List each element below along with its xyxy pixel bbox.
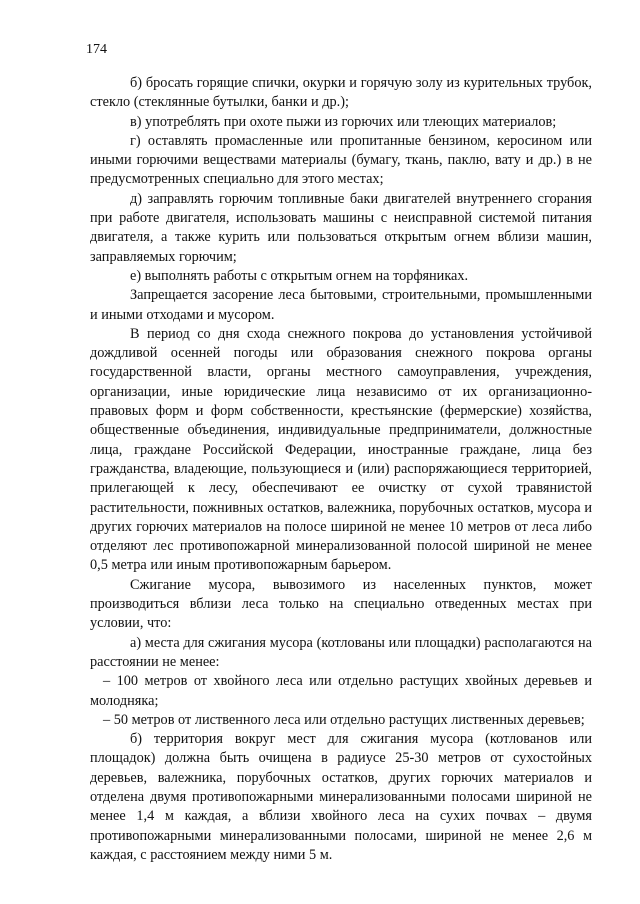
paragraph-item-g: г) оставлять промасленные или пропитанные бензином, керосином или иными горючими веществами материалы (бумагу, ткань, паклю, вату и др.) в не предусмотренных специально для этого местах;	[90, 132, 592, 188]
document-body	[90, 74, 592, 865]
paragraph-burning-sites-distance: а) места для сжигания мусора (котлованы или площадки) располагаются на расстоянии не менее:	[90, 634, 592, 670]
paragraph-burning-site-clearing: б) территория вокруг мест для сжигания мусора (котлованов или площадок) должна быть очищена в радиусе 25-30 метров от сухостойных деревьев, валежника, порубочных остатков, других горючих материалов и отделена двумя противопожарными минерализованными полосами шириной не менее 1,4 м каждая, а вблизи хвойного леса на сухих почвах – двумя противопожарными минерализованными полосами, шириной не менее 2,6 м каждая, с расстоянием между ними 5 м.	[90, 731, 592, 863]
list-item-coniferous-distance: – 100 метров от хвойного леса или отдельно растущих хвойных деревьев и молодняка;	[90, 673, 592, 709]
list-item-deciduous-distance: – 50 метров от лиственного леса или отдельно растущих лиственных деревьев;	[103, 711, 585, 728]
paragraph-waste-burning: Сжигание мусора, вывозимого из населенных пунктов, может производиться вблизи леса только на специально отведенных местах при условии, что:	[90, 576, 592, 632]
paragraph-snow-cover-period: В период со дня схода снежного покрова до установления устойчивой дождливой осенней погоды или образования снежного покрова органы государственной власти, органы местного самоуправления, учреждения, организации, иные юридические лица независимо от их организационно-правовых форм и форм собственности, крестьянские (фермерские) хозяйства, общественные объединения, индивидуальные предприниматели, должностные лица, граждане Российской Федерации, иностранные граждане, лица без гражданства, владеющие, пользующиеся и (или) распоряжающиеся территорией, прилегающей к лесу, обеспечивают ее очистку от сухой травянистой растительности, пожнивных остатков, валежника, порубочных остатков, мусора и других горючих материалов на полосе шириной не менее 10 метров от леса либо отделяют лес противопожарной минерализованной полосой шириной не менее 0,5 метра или иным противопожарным барьером.	[90, 325, 592, 574]
paragraph-item-v: в) употреблять при охоте пыжи из горючих или тлеющих материалов;	[130, 113, 557, 130]
paragraph-forest-littering-ban: Запрещается засорение леса бытовыми, строительными, промышленными и иными отходами и мусором.	[90, 287, 592, 323]
paragraph-item-b: б) бросать горящие спички, окурки и горячую золу из курительных трубок, стекло (стеклянные бутылки, банки и др.);	[90, 75, 592, 111]
paragraph-item-e: е) выполнять работы с открытым огнем на торфяниках.	[130, 267, 469, 284]
page-number: 174	[86, 42, 107, 57]
paragraph-item-d: д) заправлять горючим топливные баки двигателей внутреннего сгорания при работе двигателя, использовать машины с неисправной системой питания двигателя, а также курить или пользоваться открытым огнем вблизи машин, заправляемых горючим;	[90, 190, 592, 265]
